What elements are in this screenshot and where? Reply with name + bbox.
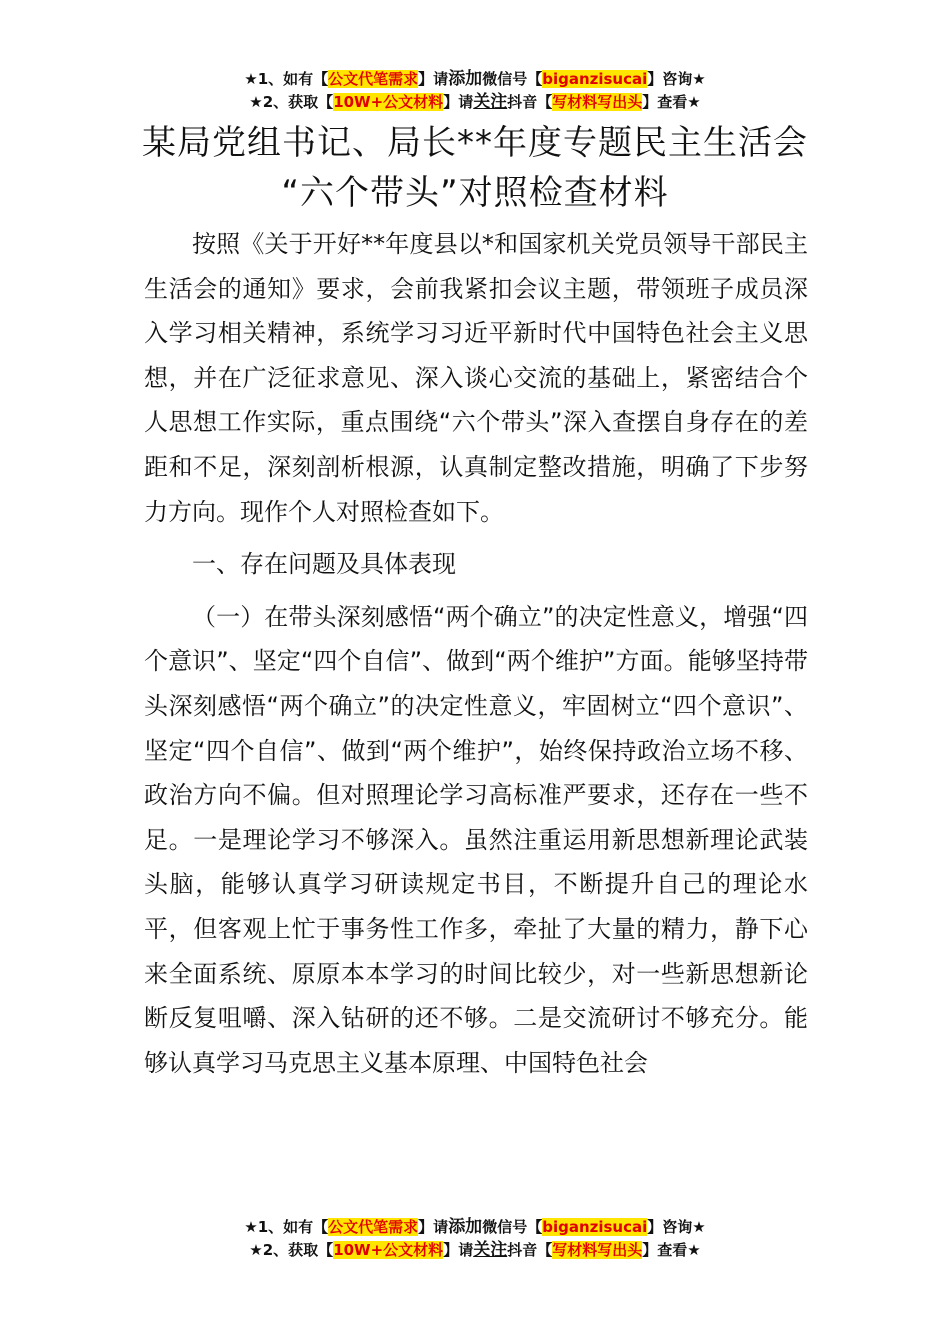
promo-douyin-id: 写材料写出头 xyxy=(552,93,643,111)
title-line-2: “六个带头”对照检查材料 xyxy=(281,173,669,213)
promo-line-1: ★1、如有【公文代笔需求】请添加微信号【biganzisucai】咨询★ xyxy=(244,1217,706,1237)
promo-wechat-id: biganzisucai xyxy=(542,70,648,88)
promo-wechat-id: biganzisucai xyxy=(542,1218,648,1236)
document-body xyxy=(144,222,808,1085)
promo-highlight: 公文代笔需求 xyxy=(328,1218,419,1236)
promo-line-1: ★1、如有【公文代笔需求】请添加微信号【biganzisucai】咨询★ xyxy=(244,69,706,89)
body-paragraph: （一）在带头深刻感悟“两个确立”的决定性意义，增强“四个意识”、坚定“四个自信”、做到“两个维护”方面。能够坚持带头深刻感悟“两个确立”的决定性意义，牢固树立“四个意识”、坚定“四个自信”、做到“两个维护”，始终保持政治立场不移、政治方向不偏。但对照理论学习高标准严要求，还存在一些不足。一是理论学习不够深入。虽然注重运用新思想新理论武装头脑，能够认真学习研读规定书目，不断提升自己的理论水平，但客观上忙于事务性工作多，牵扯了大量的精力，静下心来全面系统、原原本本学习的时间比较少，对一些新思想新论断反复咀嚼、深入钻研的还不够。二是交流研讨不够充分。能够认真学习马克思主义基本原理、中国特色社会 xyxy=(144,602,808,1077)
promo-highlight: 10W+公文材料 xyxy=(333,93,444,111)
promo-line-2: ★2、获取【10W+公文材料】请关注抖音【写材料写出头】查看★ xyxy=(249,92,701,112)
promo-line-2: ★2、获取【10W+公文材料】请关注抖音【写材料写出头】查看★ xyxy=(249,1240,701,1260)
title-line-1: 某局党组书记、局长**年度专题民主生活会 xyxy=(142,123,808,163)
promo-highlight: 10W+公文材料 xyxy=(333,1241,444,1259)
section-heading: 一、存在问题及具体表现 xyxy=(192,550,456,579)
intro-paragraph: 按照《关于开好**年度县以*和国家机关党员领导干部民主生活会的通知》要求，会前我紧扣会议主题，带领班子成员深入学习相关精神，系统学习习近平新时代中国特色社会主义思想，并在广泛征求意见、深入谈心交流的基础上，紧密结合个人思想工作实际，重点围绕“六个带头”深入查摆自身存在的差距和不足，深刻剖析根源，认真制定整改措施，明确了下步努力方向。现作个人对照检查如下。 xyxy=(144,230,808,526)
promo-banner-top xyxy=(0,68,950,114)
document-title xyxy=(0,118,950,218)
promo-banner-bottom xyxy=(0,1216,950,1262)
promo-highlight: 公文代笔需求 xyxy=(328,70,419,88)
promo-douyin-id: 写材料写出头 xyxy=(552,1241,643,1259)
